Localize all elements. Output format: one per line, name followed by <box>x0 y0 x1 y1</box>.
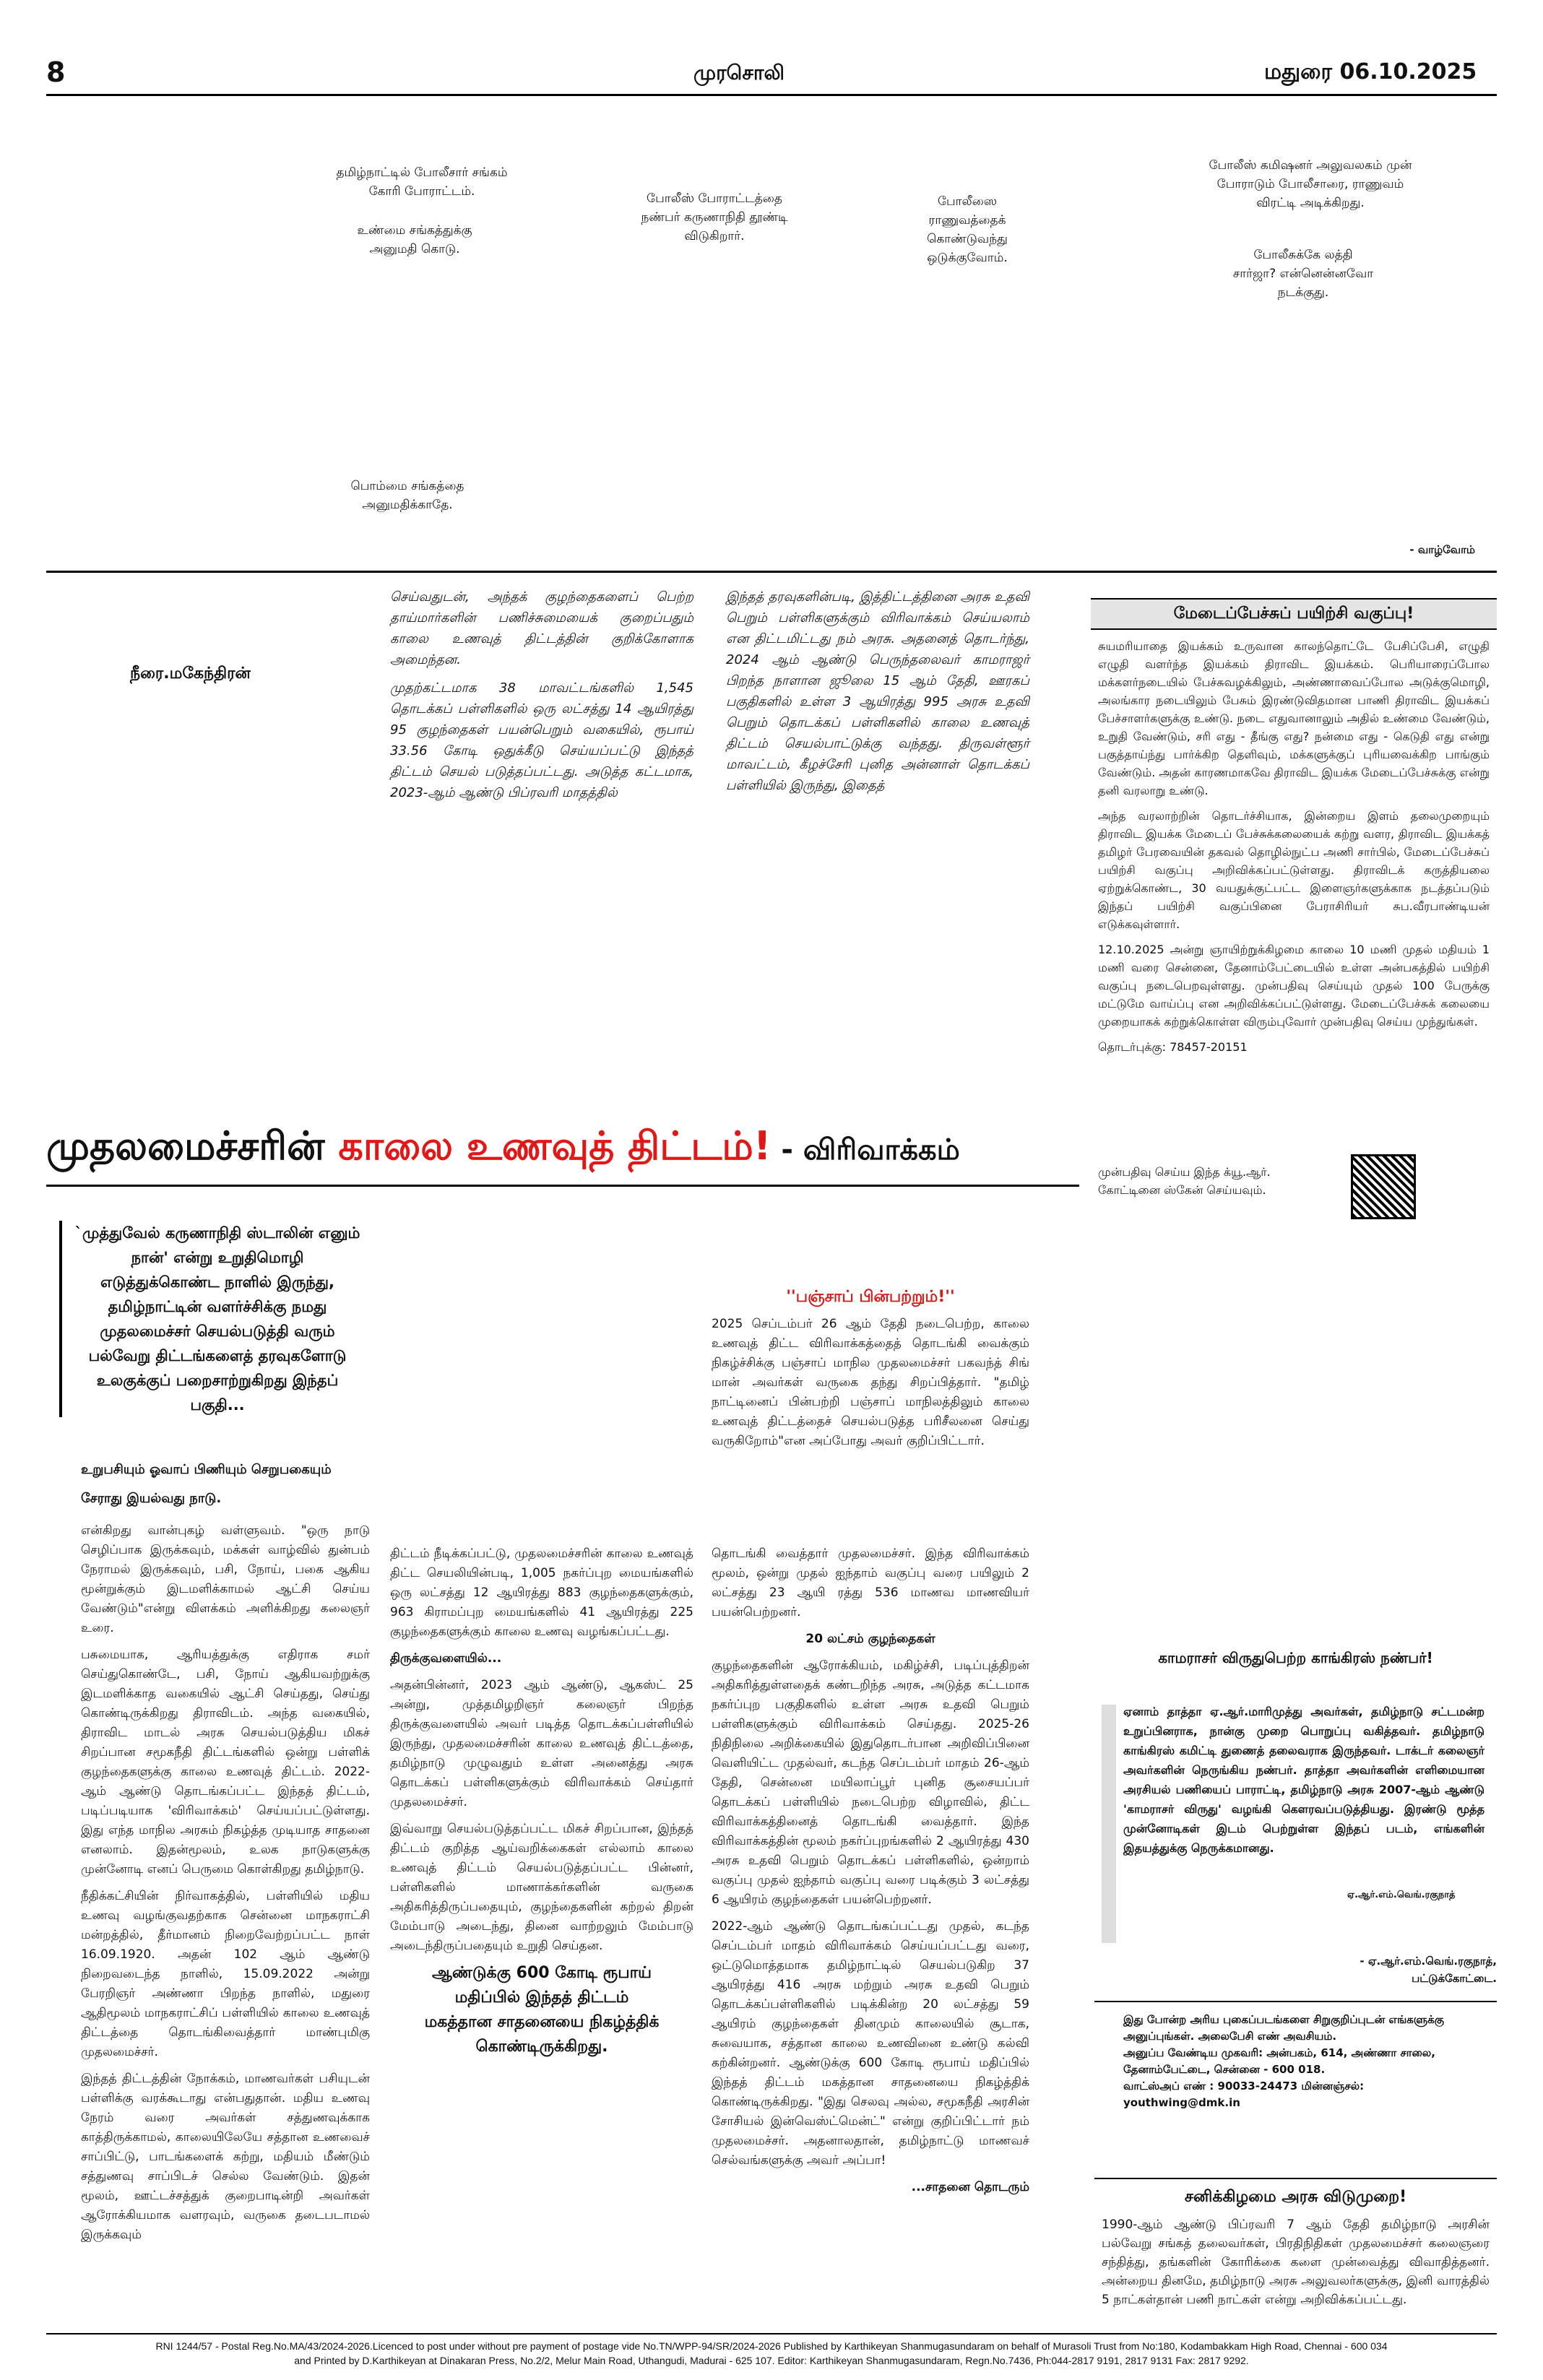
paragraph: 2022-ஆம் ஆண்டு தொடங்கப்பட்டது முதல், கடந்த செப்டம்பர் மாதம் விரிவாக்கம் செய்யப்பட்டது வரை, ஒட்டுமொத்தமாக தமிழ்நாட்டில் செயல்படுகிற 37 ஆயிரத்து 416 அரசு மற்றும் அரசு உதவி பெறும் தொடக்கப்பள்ளிகளில் படிக்கின்ற 20 லட்சத்து 59 ஆயிரம் குழந்தைகள் தினமும் காலையில் சூடாக, சுவையாக, சத்தான காலை உணவினை உண்டு கல்வி கற்கின்றனர். ஆண்டுக்கு 600 கோடி ரூபாய் மதிப்பில் இந்தத் திட்டம் மகத்தான சாதனையை நிகழ்த்திக் கொண்டிருக்கிறது. "இது செலவு அல்ல, சமூகநீதி அரசின் சோசியல் இன்வெஸ்ட்மென்ட்" என்று குறிப்பிட்டார் நம் முதலமைச்சர். அதனாலதான், தமிழ்நாட்டு மாணவச் செல்வங்களுக்கு அவர் அப்பா! <box>712 1919 1029 2168</box>
paragraph: அதன்பின்னர், 2023 ஆம் ஆண்டு, ஆகஸ்ட் 25 அன்று, முத்தமிழறிஞர் கலைஞர் பிறந்த திருக்குவளையில் அவர் படித்த தொடக்கப்பள்ளியில் இருந்து, முதலமைச்சரின் காலை உணவுத் திட்டத்தை, தமிழ்நாடு முழுவதும் உள்ள அனைத்து அரசு தொடக்கப் பள்ளிகளுக்கும் விரிவாக்கம் செய்தார் முதலமைச்சர். <box>390 1678 693 1809</box>
article-column <box>726 587 1029 803</box>
imprint-line: RNI 1244/57 - Postal Reg.No.MA/43/2024-2026.Licenced to post under without pre payment of postage vide No.TN/WPP-94/SR/2024-2026 Published by Karthikeyan Shanmugasundaram on behalf of Murasoli Trust from No:180, Kodambakkam High Road, Chennai - 600 034 <box>155 2340 1388 2352</box>
cartoon-bubble: தமிழ்நாட்டில் போலீசார் சங்கம் கோரி போராட்டம். <box>336 165 508 199</box>
article-column-right <box>712 1286 1029 1451</box>
paragraph: தொடங்கி வைத்தார் முதலமைச்சர். இந்த விரிவாக்கம் மூலம், ஒன்று முதல் ஐந்தாம் வகுப்பு வரை பயிலும் 2 லட்சத்து 23 ஆயி ரத்து 536 மாணவ மாணவியர் பயன்பெற்றனர். <box>712 1546 1029 1619</box>
subheading: ''பஞ்சாப் பின்பற்றும்!'' <box>786 1288 955 1306</box>
footer-imprint <box>46 2339 1497 2368</box>
page-number: 8 <box>46 56 66 88</box>
author-byline: நீரை.மகேந்திரன் <box>130 665 251 683</box>
cartoon-bubble: போலீசுக்கே லத்தி சார்ஜா? என்னென்னவோ நடக்குது. <box>1232 248 1374 300</box>
photo-placeholder <box>1102 1705 1116 1943</box>
imprint-line: and Printed by D.Karthikeyan at Dinakaran Press, No.2/2, Melur Main Road, Uthangudi, Madurai - 625 107. Editor: Karthikeyan Shanmugasundaram, Regn.No.7436, Ph:044-2817 9191, 2817 9131 Fax: 2817 9292. <box>294 2355 1249 2366</box>
paragraph: குழந்தைகளின் ஆரோக்கியம், மகிழ்ச்சி, படிப்புத்திறன் அதிகரித்துள்ளதைக் கண்டறிந்த அரசு, அடுத்த கட்டமாக நகர்ப்புற பகுதிகளில் உள்ள அரசு உதவி பெறும் பள்ளிகளுக்கும் விரிவாக்கம் செய்தது. 2025-26 நிதிநிலை அறிக்கையில் இதுதொடர்பான அறிவிப்பினை வெளியிட்ட முதல்வர், கடந்த செப்டம்பர் மாதம் 26-ஆம் தேதி, சென்னை மயிலாப்பூர் புனித சூசையப்பர் தொடக்கப் பள்ளியில் நடைபெற்ற விழாவில், திட்ட விரிவாக்கத்தினைத் தொடங்கி வைத்தார். இந்த விரிவாக்கத்தின் மூலம் நகர்ப்புறங்களில் 2 ஆயிரத்து 430 அரசு உதவி பெறும் தொடக்கப் பள்ளிகளில், ஒன்றாம் வகுப்பு முதல் ஐந்தாம் வகுப்பு வரை படிக்கும் 3 லட்சத்து 6 ஆயிரம் குழந்தைகள் பயன்பெற்றனர். <box>712 1658 1029 1907</box>
cartoon-signature: - வாழ்வோம் <box>1409 543 1475 556</box>
header-rule <box>46 94 1497 96</box>
contact-note: வாட்ஸ்அப் எண் : 90033-24473 மின்னஞ்சல்: youthwing@dmk.in <box>1123 2080 1365 2109</box>
credit-line: - ஏ.ஆர்.எம்.வெங்.ரகுநாத், பட்டுக்கோட்டை. <box>1360 1955 1497 1985</box>
qr-code[interactable] <box>1351 1154 1416 1219</box>
paragraph: இந்தத் தரவுகளின்படி, இத்திட்டத்தினை அரசு உதவி பெறும் பள்ளிகளுக்கும் விரிவாக்கம் செய்யலாம் என திட்டமிட்டது நம் அரசு. அதனைத் தொடர்ந்து, 2024 ஆம் ஆண்டு பெருந்தலைவர் காமராஜர் பிறந்த நாளான ஜூலை 15 ஆம் தேதி, ஊரகப் பகுதிகளில் உள்ள 3 ஆயிரத்து 995 அரசு உதவி பெறும் தொடக்கப் பள்ளிகளில் காலை உணவுத் திட்டம் செயல்பாட்டுக்கு வந்தது. திருவள்ளூர் மாவட்டம், கீழச்சேரி புனித அன்னாள் தொடக்கப் பள்ளியில் இருந்து, இதைத் <box>726 589 1029 793</box>
article-column <box>390 587 693 810</box>
kamarajar-title: காமராசர் விருதுபெற்ற காங்கிரஸ் நண்பர்! <box>1158 1649 1433 1666</box>
cartoon-bubble: போலீஸ் கமிஷனர் அலுவலகம் முன் போராடும் போலீசாரை, ராணுவம் விரட்டி அடிக்கிறது. <box>1209 158 1412 210</box>
kural-quote: உறுபசியும் ஓவாப் பிணியும் செறுபகையும் <box>81 1462 332 1477</box>
cartoon-bubble: போலீஸ் போராட்டத்தை நண்பர் கருணாநிதி தூண்டி விடுகிறார். <box>641 191 788 243</box>
paper-name: முரசொலி <box>693 61 785 85</box>
headline-rule <box>46 1185 1079 1187</box>
cartoon-rule <box>46 571 1497 573</box>
cartoon-strip <box>46 101 1497 563</box>
paragraph: 12.10.2025 அன்று ஞாயிற்றுக்கிழமை காலை 10 மணி முதல் மதியம் 1 மணி வரை சென்னை, தேனாம்பேட்டையில் உள்ள அன்பகத்தில் பயிற்சி வகுப்பு நடைபெறவுள்ளது. முன்பதிவு செய்யும் முதல் 100 பேருக்கு மட்டுமே வாய்ப்பு என அறிவிக்கப்பட்டுள்ளது. மேடைப்பேச்சுக் கலையை முறையாகக் கற்றுக்கொள்ள விரும்புவோர் முன்பதிவு செய்ய முந்துங்கள். <box>1098 943 1490 1029</box>
photo-caption: ஏ.ஆர்.எம்.வெங்.ரகுநாத் <box>1347 1890 1456 1900</box>
contact-note: அனுப்ப வேண்டிய முகவரி: அன்பகம், 614, அண்ணா சாலை, தேனாம்பேட்டை, சென்னை - 600 018. <box>1123 2046 1435 2076</box>
article-column-right-lower <box>712 1544 1029 2197</box>
paragraph: என்கிறது வான்புகழ் வள்ளுவம். "ஒரு நாடு செழிப்பாக இருக்கவும், மக்கள் வாழ்வில் துன்பம் நேராமல் இருக்கவும், பசி, நோய், பகை ஆகிய மூன்றுக்கும் இடமளிக்காமல் ஆட்சி செய்ய வேண்டும்"என்று விளக்கம் அளிக்கிறது கலைஞர் உரை. <box>81 1523 370 1635</box>
cartoon-bubble: உண்மை சங்கத்துக்கு அனுமதி கொடு. <box>357 223 472 256</box>
article-column-left <box>81 1459 370 2252</box>
paragraph: முதற்கட்டமாக 38 மாவட்டங்களில் 1,545 தொடக்கப் பள்ளிகளில் ஒரு லட்சத்து 14 ஆயிரத்து 95 குழந்தைகள் பயன்பெறும் வகையில், ரூபாய் 33.56 கோடி ஒதுக்கீடு செய்யப்பட்டு இந்தத் திட்டம் செயல் படுத்தப்பட்டது. அடுத்த கட்டமாக, 2023-ஆம் ஆண்டு பிப்ரவரி மாதத்தில் <box>390 680 693 800</box>
contact-note: இது போன்ற அரிய புகைப்படங்களை சிறுகுறிப்புடன் எங்களுக்கு அனுப்புங்கள். அலைபேசி எண் அவசியம். <box>1123 2013 1444 2043</box>
paragraph: இந்தத் திட்டத்தின் நோக்கம், மாணவர்கள் பசியுடன் பள்ளிக்கு வரக்கூடாது என்பதுதான். மதிய உணவு நேரம் வரை அவர்கள் சத்துணவுக்காக காத்திருக்காமல், காலையிலேயே சத்தான உணவைச் சாப்பிட்டு, பாடங்களைக் கற்று, மதியம் மீண்டும் சத்துணவு சாப்பிடச் செல்ல வேண்டும். இதன் மூலம், ஊட்டச்சத்துக் குறைபாடின்றி அவர்கள் ஆரோக்கியமாக வளரவும், வருகை தடைபடாமல் இருக்கவும் <box>81 2072 370 2242</box>
paragraph: ஏனாம் தாத்தா ஏ.ஆர்.மாரிமுத்து அவர்கள், தமிழ்நாடு சட்டமன்ற உறுப்பினராக, நான்கு முறை பொறுப்பு வகித்தவர். தமிழ்நாடு காங்கிரஸ் கமிட்டி துணைத் தலைவராக இருந்தவர். டாக்டர் கலைஞர் அவர்களின் நெருங்கிய நண்பர். தாத்தா அவர்களின் எளிமையான அரசியல் பணியைப் பாராட்டி, தமிழ்நாடு அரசு 2007-ஆம் ஆண்டு 'காமராசர் விருது' வழங்கி கௌரவப்படுத்தியது. இரண்டு மூத்த முன்னோடிகள் இடம் பெற்றுள்ள இந்தப் படம், எங்களின் இதயத்துக்கு நெருக்கமானது. <box>1123 1705 1484 1855</box>
paragraph: செய்வதுடன், அந்தக் குழந்தைகளைப் பெற்ற தாய்மார்களின் பணிச்சுமையைக் குறைப்பதும் காலை உணவுத் திட்டத்தின் குறிக்கோளாக அமைந்தன. <box>390 589 693 667</box>
holiday-box <box>1094 2178 1497 2309</box>
kamarajar-box <box>1094 1647 1497 2167</box>
paragraph: 2025 செப்டம்பர் 26 ஆம் தேதி நடைபெற்ற, காலை உணவுத் திட்ட விரிவாக்கத்தைத் தொடங்கி வைக்கும் நிகழ்ச்சிக்கு பஞ்சாப் மாநில முதலமைச்சர் பகவந்த் சிங் மான் அவர்கள் வருகை தந்து சிறப்பித்தார். "தமிழ் நாட்டினைப் பின்பற்றி பஞ்சாப் மாநிலத்திலும் காலை உணவுத் திட்டத்தைச் செயல்படுத்த பரிசீலனை செய்து வருகிறோம்"என அப்போது அவர் குறிப்பிட்டார். <box>712 1317 1029 1448</box>
speech-training-box <box>1091 598 1497 1219</box>
subheading: 20 லட்சம் குழந்தைகள் <box>805 1632 935 1646</box>
article-column-mid <box>390 1544 693 1963</box>
paragraph: 1990-ஆம் ஆண்டு பிப்ரவரி 7 ஆம் தேதி தமிழ்நாடு அரசின் பல்வேறு சங்கத் தலைவர்கள், பிரதிநிதிகள் முதலமைச்சர் கலைஞரை சந்தித்து, தங்களின் கோரிக்கை களை முன்வைத்து விவாதித்தனர். அன்றைய தினமே, தமிழ்நாடு அரசு அலுவலர்களுக்கு, இனி வாரத்தில் 5 நாட்கள்தான் பணி நாட்கள் என்று அறிவிக்கப்பட்டது. <box>1102 2217 1490 2307</box>
paragraph: இவ்வாறு செயல்படுத்தப்பட்ட மிகச் சிறப்பான, இந்தத் திட்டம் குறித்த ஆய்வறிக்கைகள் எல்லாம் காலை உணவுத் திட்டம் செயல்படுத்தப்பட்ட பின்னர், பள்ளிகளில் மாணாக்கர்களின் வருகை அதிகரித்திருப்பதையும், குழந்தைகளின் கற்றல் திறன் மேம்பாடு அடைந்து, தினை வாற்றலும் மேம்பாடு அடைந்திருப்பதையும் உறுதி செய்தன. <box>390 1822 693 1953</box>
kural-quote: சேராது இயல்வது நாடு. <box>81 1491 222 1506</box>
continued-note: ...சாதனை தொடரும் <box>911 2180 1029 2194</box>
subheading: திருக்குவளையில்... <box>390 1651 502 1666</box>
paragraph: அந்த வரலாற்றின் தொடர்ச்சியாக, இன்றைய இளம் தலைமுறையும் திராவிட இயக்க மேடைப் பேச்சுக்கலையைக் கற்று வளர, திராவிட இயக்கத் தமிழர் பேரவையின் தகவல் தொழில்நுட்ப அணி சார்பில், மேடைப்பேச்சுப் பயிற்சி வகுப்பு அறிவிக்கப்பட்டுள்ளது. திராவிடக் கருத்தியலை ஏற்றுக்கொண்ட, 30 வயதுக்குட்பட்ட இளைஞர்களுக்காக நடத்தப்படும் இந்தப் பயிற்சி வகுப்பினை பேராசிரியர் சுப.வீரபாண்டியன் எடுக்கவுள்ளார். <box>1098 809 1490 931</box>
cartoon-bubble: போலீஸை ராணுவத்தைக் கொண்டுவந்து ஒடுக்குவோம். <box>927 194 1008 265</box>
divider <box>1094 2178 1497 2179</box>
main-headline <box>46 1123 960 1174</box>
paragraph: சுயமரியாதை இயக்கம் உருவான காலந்தொட்டே பேசிப்பேசி, எழுதி எழுதி வளர்ந்த இயக்கம் திராவிட இயக்கம். பெரியாரைப்போல மக்களர்நடையில் பேச்சுவழக்கிலும், அண்ணாவைப்போல அடுக்குமொழி, அலங்கார நடையிலும் பேசும் இரண்டுவிதமான பாணி திராவிட இயக்கப் பேச்சாளர்களுக்கு உண்டு. நடை எதுவானாலும் அதில் உண்மை வேண்டும், உறுதி வேண்டும், சரி எது - தீங்கு எது? நன்மை எது - கெடுதி எது என்று பகுத்தாய்ந்து பார்க்கிற தெளிவும், மக்களுக்குப் புரியவைக்கிற பாங்கும் வேண்டும். அதன் காரணமாகவே திராவிட இயக்க மேடைப்பேச்சுக்கு என்று தனி வரலாறு உண்டு. <box>1098 639 1490 797</box>
footer-rule <box>46 2333 1497 2334</box>
headline-highlight: காலை உணவுத் திட்டம்! <box>338 1123 772 1169</box>
divider <box>1094 2001 1497 2002</box>
headline-suffix: - விரிவாக்கம் <box>771 1133 960 1167</box>
paragraph: பசுமையாக, ஆரியத்துக்கு எதிராக சமர் செய்துகொண்டே, பசி, நோய் ஆகியவற்றுக்கு இடமளிக்காத வகையில் ஆட்சி செய்தது, செய்து கொண்டிருக்கிறது திராவிடம். அந்த வகையில், திராவிட மாடல் அரசு செயல்படுத்திய மிகச் சிறப்பான சமூகநீதி திட்டங்களில் ஒன்று பள்ளிக் குழந்தைகளுக்கு காலை உணவுத் திட்டம். 2022-ஆம் ஆண்டு தொடங்கப்பட்ட இந்தத் திட்டம், படிப்படியாக 'விரிவாக்கம்' செய்யப்பட்டுள்ளது. இது எந்த மாநில அரசும் நிகழ்த்த முடியாத சாதனை எனலாம். இதன்மூலம், உலக நாடுகளுக்கு முன்னோடி எனப் பெருமை கொள்கிறது தமிழ்நாடு. <box>81 1648 370 1877</box>
intro-box: `முத்துவேல் கருணாநிதி ஸ்டாலின் எனும் நான்' என்று உறுதிமொழி எடுத்துக்கொண்ட நாளில் இருந்து, தமிழ்நாட்டின் வளர்ச்சிக்கு நமது முதலமைச்சர் செயல்படுத்தி வரும் பல்வேறு திட்டங்களைத் தரவுகளோடு உலகுக்குப் பறைசாற்றுகிறது இந்தப் பகுதி... <box>59 1221 363 1417</box>
contact-number: தொடர்புக்கு: 78457-20151 <box>1098 1040 1248 1054</box>
paragraph: நீதிக்கட்சியின் நிர்வாகத்தில், பள்ளியில் மதிய உணவு வழங்குவதற்காக சென்னை மாநகராட்சி மன்றத்தில், தீர்மானம் நிறைவேற்றப்பட்ட நாள் 16.09.1920. அதன் 102 ஆம் ஆண்டு நிறைவடைந்த நாளில், 15.09.2022 அன்று பேரறிஞர் அண்ணா பிறந்த நாளில், மதுரை ஆதிமூலம் மாநகராட்சிப் பள்ளியில் காலை உணவுத் திட்டத்தை தொடங்கிவைத்தார் மாண்புமிகு முதலமைச்சர். <box>81 1889 370 2059</box>
paragraph: திட்டம் நீடிக்கப்பட்டு, முதலமைச்சரின் காலை உணவுத் திட்ட செயலியின்படி, 1,005 நகர்ப்புற மையங்களில் ஒரு லட்சத்து 12 ஆயிரத்து 883 குழந்தைகளுக்கும், 963 கிராமப்புற மையங்களில் 41 ஆயிரத்து 225 குழந்தைகளுக்கும் காலை உணவு வழங்கப்பட்டது. <box>390 1546 693 1639</box>
dateline: மதுரை 06.10.2025 <box>1264 59 1477 85</box>
highlight-quote: ஆண்டுக்கு 600 கோடி ரூபாய் மதிப்பில் இந்தத் திட்டம் மகத்தான சாதனையை நிகழ்த்திக் கொண்டிருக்கிறது. <box>424 1964 660 2056</box>
headline-part: முதலமைச்சரின் <box>46 1123 339 1169</box>
cartoon-bubble: பொம்மை சங்கத்தை அனுமதிக்காதே. <box>350 479 464 512</box>
speech-training-title: மேடைப்பேச்சுப் பயிற்சி வகுப்பு! <box>1091 598 1497 630</box>
qr-caption: முன்பதிவு செய்ய இந்த க்யூ.ஆர். கோட்டினை ஸ்கேன் செய்யவும். <box>1098 1165 1271 1197</box>
holiday-title: சனிக்கிழமை அரசு விடுமுறை! <box>1184 2188 1407 2206</box>
